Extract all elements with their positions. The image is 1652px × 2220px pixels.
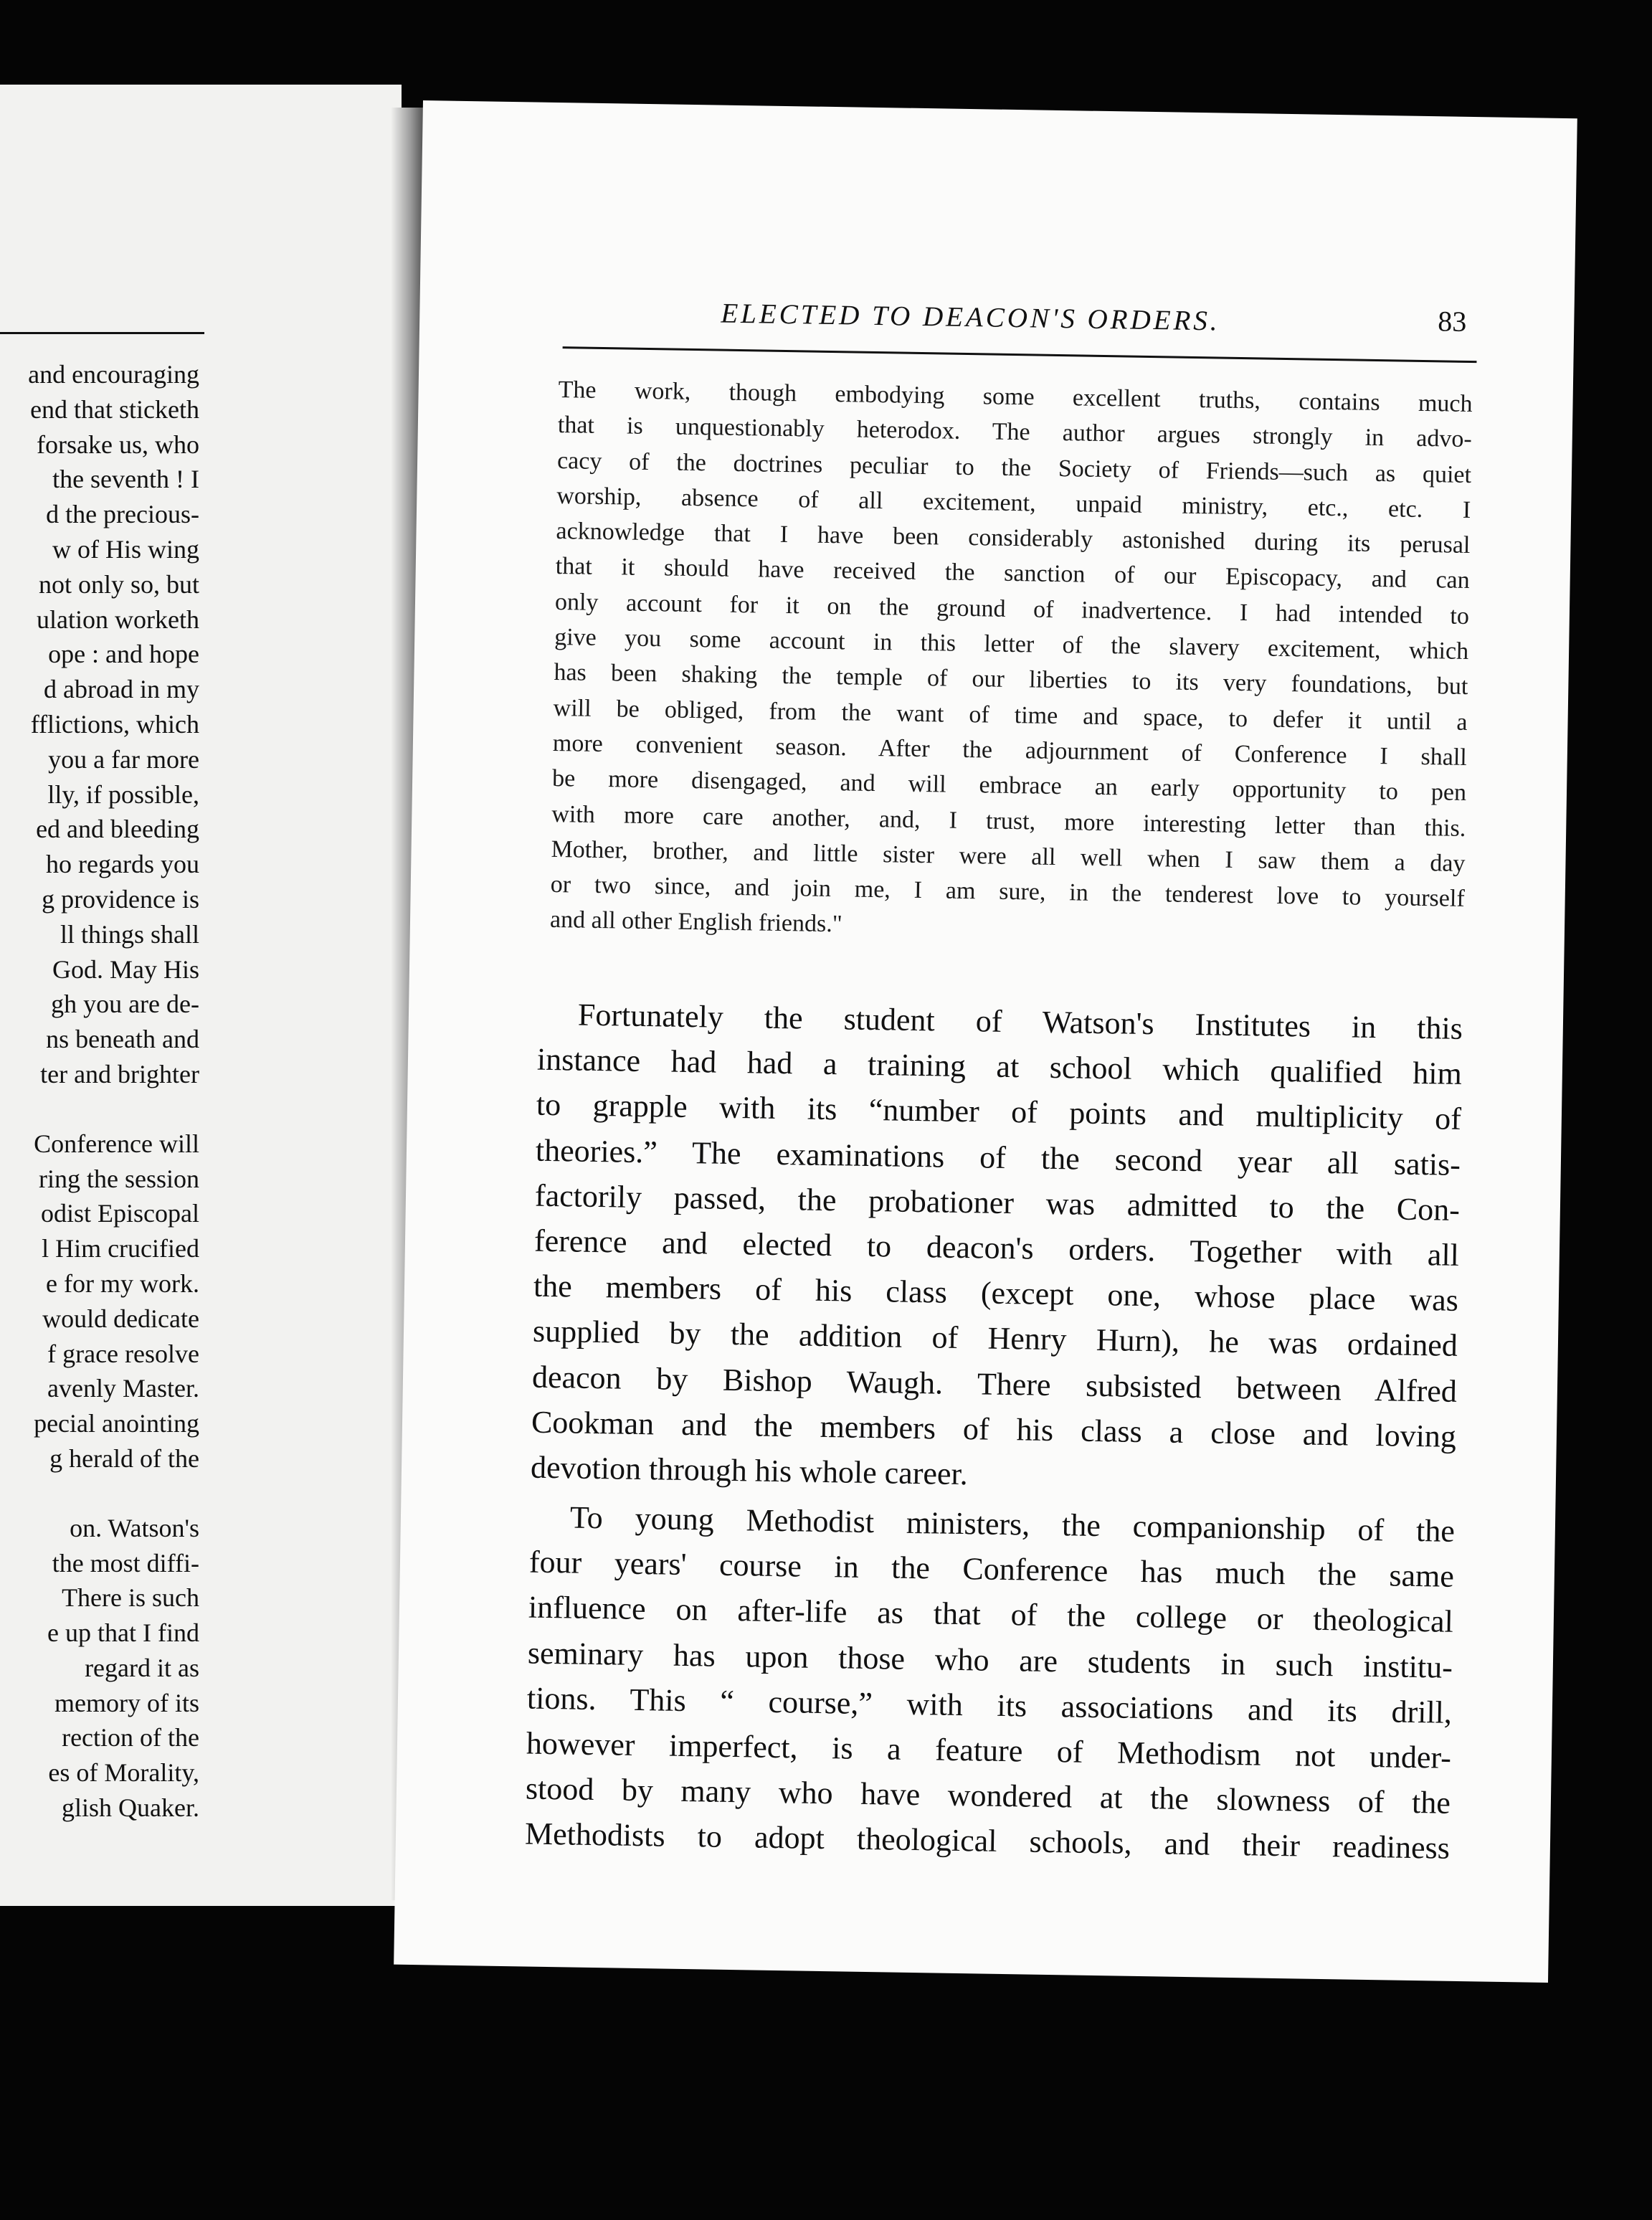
- paragraph-line: Methodists to adopt theological schools, and their readiness: [524, 1816, 1451, 1866]
- left-page-line: d the precious-: [46, 500, 199, 529]
- left-page-line: ho regards you: [46, 850, 199, 879]
- left-page-line: w of His wing: [52, 534, 199, 564]
- quote-line: only account for it on the ground of inadvertence. I had intended to: [554, 588, 1470, 630]
- header-rule: [563, 346, 1477, 363]
- left-page-line: e up that I find: [47, 1618, 199, 1648]
- left-page-line: on. Watson's: [70, 1513, 199, 1542]
- paragraph-line: factorily passed, the probationer was admitted to the Con-: [534, 1177, 1461, 1228]
- quote-line: or two since, and join me, I am sure, in the tenderest love to yourself: [550, 871, 1465, 913]
- paragraph-line: influence on after-life as that of the college or theological: [528, 1590, 1454, 1640]
- paragraph-line: ference and elected to deacon's orders. Together with all: [533, 1223, 1460, 1273]
- left-page-line: rection of the: [62, 1723, 199, 1752]
- paragraph-line: deacon by Bishop Waugh. There subsisted between Alfred: [531, 1359, 1458, 1409]
- left-page-line: Conference will: [34, 1129, 199, 1158]
- left-page-line: gh you are de-: [51, 990, 199, 1019]
- left-page-line: g providence is: [42, 884, 199, 914]
- left-page-line: ulation worketh: [37, 604, 199, 634]
- paragraph-line: Fortunately the student of Watson's Institutes in this: [577, 997, 1463, 1046]
- left-page-line: the most diffi-: [52, 1548, 199, 1578]
- left-page-line: the seventh ! I: [52, 465, 199, 494]
- left-page-line: [0, 1476, 199, 1511]
- quote-line: more convenient season. After the adjournment of Conference I shall: [552, 729, 1468, 771]
- left-page-line: lly, if possible,: [47, 779, 199, 809]
- quote-line: give you some account in this letter of the slavery excitement, which: [554, 624, 1469, 665]
- left-page-line: ed and bleeding: [36, 815, 199, 844]
- left-page-line: would dedicate: [42, 1304, 199, 1333]
- quote-line: has been shaking the temple of our liberties to its very foundations, but: [554, 659, 1468, 701]
- paragraph-line: to grapple with its “number of points and multiplicity of: [536, 1087, 1462, 1137]
- quote-line: that it should have received the sanction of our Episcopacy, and can: [555, 553, 1470, 594]
- paragraph-line: the members of his class (except one, whose place was: [533, 1268, 1459, 1319]
- left-page-line: There is such: [62, 1583, 199, 1613]
- left-page-line: forsake us, who: [37, 430, 199, 459]
- body-text: [525, 992, 1463, 1872]
- paragraph-line: seminary has upon those who are students in such institu-: [527, 1635, 1453, 1685]
- paragraph-line: tions. This “ course,” with its associations and its drill,: [526, 1680, 1453, 1730]
- quote-line: that is unquestionably heterodox. The author argues strongly in advo-: [557, 412, 1473, 453]
- left-page-line: memory of its: [54, 1688, 199, 1717]
- left-page-line: es of Morality,: [48, 1758, 199, 1788]
- paragraph-line: instance had had a training at school which qualified him: [536, 1041, 1463, 1092]
- left-page-rule: [0, 332, 204, 334]
- left-page-line: ope : and hope: [48, 640, 199, 669]
- left-page-line: f grace resolve: [47, 1339, 199, 1368]
- left-page-line: ter and brighter: [40, 1059, 199, 1088]
- paragraph-1: [531, 992, 1463, 1504]
- left-page: [0, 85, 402, 1906]
- left-page-line: end that sticketh: [30, 394, 199, 424]
- left-page-line: fflictions, which: [30, 709, 199, 739]
- left-page-line: d abroad in my: [44, 675, 199, 704]
- paragraph-line: devotion through his whole career.: [530, 1449, 969, 1492]
- left-page-line: and encouraging: [28, 360, 199, 389]
- left-page-line: pecial anointing: [34, 1409, 199, 1438]
- left-page-line: not only so, but: [38, 569, 199, 599]
- left-page-line: regard it as: [85, 1653, 199, 1682]
- right-page: [394, 100, 1577, 1983]
- left-page-line: g herald of the: [49, 1443, 199, 1473]
- quote-line: be more disengaged, and will embrace an early opportunity to pen: [551, 765, 1467, 807]
- paragraph-line: stood by many who have wondered at the slowness of the: [525, 1770, 1451, 1821]
- paragraph-line: four years' course in the Conference has much the same: [528, 1544, 1455, 1595]
- left-page-line: God. May His: [52, 954, 199, 984]
- paragraph-line: theories.” The examinations of the second year all satis-: [535, 1132, 1461, 1182]
- quote-line: will be obliged, from the want of time and space, to defer it until a: [553, 694, 1468, 736]
- left-page-line: odist Episcopal: [41, 1199, 199, 1228]
- quote-line: worship, absence of all excitement, unpaid ministry, etc., etc. I: [556, 482, 1471, 523]
- left-page-line: ring the session: [39, 1164, 199, 1193]
- running-header: ELECTED TO DEACON'S ORDERS.: [721, 298, 1220, 337]
- quote-line: cacy of the doctrines peculiar to the Society of Friends—such as quiet: [556, 447, 1472, 488]
- left-page-line: you a far more: [48, 744, 199, 774]
- left-page-line: [0, 1092, 199, 1126]
- left-page-line: ns beneath and: [46, 1025, 199, 1054]
- left-page-line: glish Quaker.: [62, 1793, 199, 1823]
- left-page-line: ll things shall: [60, 919, 199, 949]
- quote-line: and all other English friends.": [549, 906, 842, 938]
- page-number: 83: [1437, 305, 1467, 338]
- paragraph-line: To young Methodist ministers, the companionship of the: [569, 1499, 1456, 1549]
- paragraph-line: Cookman and the members of his class a close and loving: [531, 1404, 1457, 1454]
- quote-line: with more care another, and, I trust, more interesting letter than this.: [551, 800, 1466, 842]
- quote-line: The work, though embodying some excellent truths, contains much: [558, 376, 1473, 418]
- quoted-letter-block: [550, 372, 1473, 952]
- left-page-line: e for my work.: [46, 1268, 199, 1298]
- left-page-line: avenly Master.: [47, 1374, 199, 1403]
- paragraph-line: however imperfect, is a feature of Methodism not under-: [526, 1725, 1452, 1775]
- left-page-text: [0, 357, 199, 1826]
- left-page-line: l Him crucified: [42, 1234, 199, 1263]
- paragraph-2: [525, 1494, 1456, 1872]
- quote-line: Mother, brother, and little sister were all well when I saw them a day: [551, 835, 1466, 877]
- quote-line: acknowledge that I have been considerably astonished during its perusal: [556, 518, 1471, 559]
- paragraph-line: supplied by the addition of Henry Hurn), he was ordained: [532, 1313, 1458, 1364]
